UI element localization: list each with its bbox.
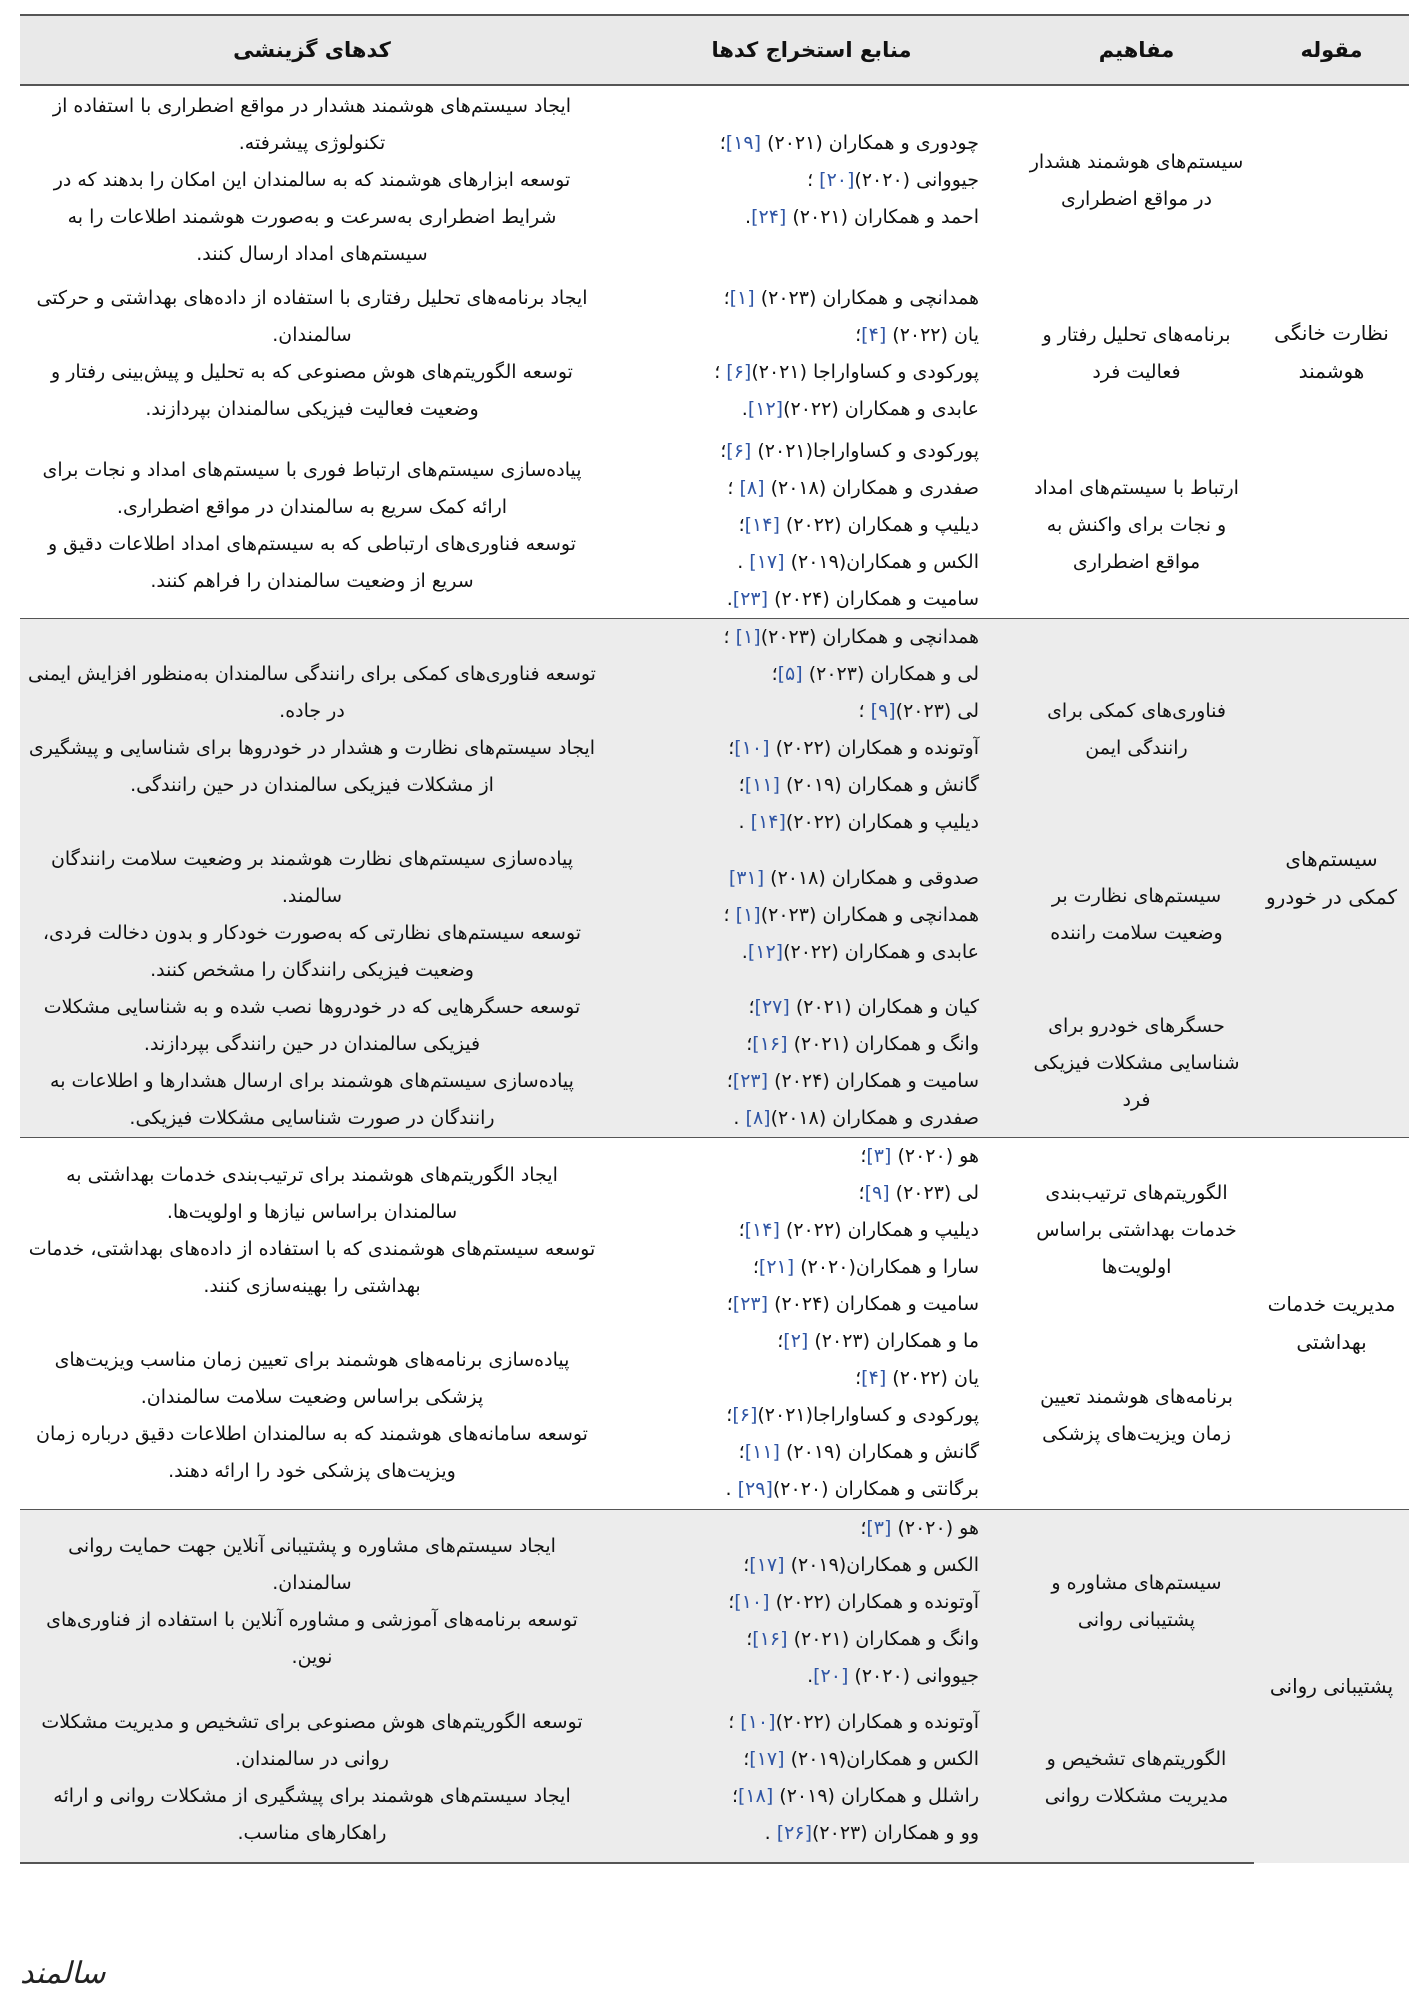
selective-code: ایجاد سیستم‌های هوشمند هشدار در مواقع اضطراری با استفاده از تکنولوژی پیشرفته.	[52, 95, 572, 154]
citation-text: صدوقی و همکاران (۲۰۱۸)	[764, 866, 979, 889]
header-codes: کدهای گزینشی	[20, 15, 604, 85]
reference-link[interactable]: [۲۰]	[813, 1664, 849, 1687]
reference-link[interactable]: [۲۴]	[751, 206, 787, 228]
reference-link[interactable]: [۳۱]	[728, 866, 765, 889]
reference-link[interactable]: [۹]	[870, 700, 896, 722]
reference-link[interactable]: [۲۰]	[819, 169, 855, 191]
citation-text: لی و همکاران (۲۰۲۳)	[802, 663, 979, 685]
source-citation	[612, 1138, 979, 1175]
source-citation	[612, 1621, 979, 1658]
citation-punctuation: ؛	[728, 1711, 741, 1733]
citation-text: وانگ و همکاران (۲۰۲۱)	[787, 1627, 979, 1650]
reference-link[interactable]: [۱۸]	[738, 1785, 774, 1807]
reference-link[interactable]: [۱۹]	[725, 132, 762, 154]
codes-cell	[20, 841, 604, 989]
reference-link[interactable]: [۴]	[861, 324, 887, 346]
table-row	[20, 433, 1409, 619]
reference-link[interactable]: [۱۴]	[744, 514, 780, 536]
codes-cell	[20, 275, 604, 433]
citation-text: عابدی و همکاران (۲۰۲۲)	[783, 398, 979, 420]
citation-punctuation: ؛	[738, 1441, 745, 1464]
citation-text: الکس و همکاران(۲۰۱۹)	[784, 551, 979, 573]
sources-cell	[604, 1323, 1019, 1509]
citation-text: دیلیپ و همکاران (۲۰۲۲)	[779, 514, 979, 536]
citation-punctuation: ؛	[860, 1516, 867, 1539]
source-citation	[612, 934, 979, 971]
source-citation	[612, 1815, 979, 1852]
reference-link[interactable]: [۲۳]	[732, 588, 769, 610]
reference-link[interactable]: [۱۷]	[749, 1748, 785, 1770]
source-citation	[612, 1778, 979, 1815]
source-citation	[612, 1434, 979, 1471]
table-row	[20, 989, 1409, 1138]
citation-text: عابدی و همکاران (۲۰۲۲)	[783, 940, 979, 963]
citation-punctuation: ؛	[855, 324, 862, 346]
reference-link[interactable]: [۱]	[735, 903, 761, 926]
source-citation	[612, 1100, 979, 1137]
citation-punctuation: ؛	[723, 903, 736, 926]
selective-code: توسعه سامانه‌های هوشمند که به سالمندان اطلاعات دقیق درباره زمان ویزیت‌های پزشکی خود را ارائه دهند.	[36, 1422, 588, 1482]
source-citation	[612, 199, 979, 236]
table-row	[20, 1695, 1409, 1863]
codes-cell	[20, 1138, 604, 1324]
reference-link[interactable]: [۸]	[739, 477, 765, 499]
citation-text: راشلل و همکاران (۲۰۱۹)	[773, 1785, 979, 1807]
source-citation	[612, 656, 979, 693]
sources-cell	[604, 1695, 1019, 1863]
citation-punctuation: ؛	[726, 1404, 733, 1427]
citation-punctuation: .	[764, 1822, 777, 1844]
reference-link[interactable]: [۱]	[735, 626, 761, 648]
selective-code: توسعه سیستم‌های نظارتی که به‌صورت خودکار و بدون دخالت فردی، وضعیت فیزیکی رانندگان را مشخص کنند.	[42, 922, 582, 981]
citation-text: همدانچی و همکاران (۲۰۲۳)	[760, 626, 979, 648]
source-citation	[612, 507, 979, 544]
codes-cell	[20, 1695, 604, 1863]
header-category: مقوله	[1254, 15, 1409, 85]
citation-punctuation: .	[807, 1664, 814, 1687]
reference-link[interactable]: [۱۱]	[744, 1441, 780, 1464]
citation-punctuation: ؛	[743, 1748, 750, 1770]
selective-code: توسعه ابزارهای هوشمند که به سالمندان این امکان را بدهند که در شرایط اضطراری به‌سرعت و به‌صورت هوشمند اطلاعات را به سیستم‌های امداد ارسال کنند.	[53, 169, 571, 265]
header-concepts: مفاهیم	[1019, 15, 1254, 85]
source-citation	[612, 280, 979, 317]
selective-code: توسعه حسگرهایی که در خودروها نصب شده و به شناسایی مشکلات فیزیکی سالمندان در حین رانندگی بپردازند.	[43, 996, 581, 1055]
citation-text: صفدری و همکاران (۲۰۱۸)	[770, 1107, 979, 1129]
sources-cell	[604, 989, 1019, 1138]
sources-cell	[604, 85, 1019, 275]
citation-text: پورکودی و کساواراجا(۲۰۲۱)	[757, 1404, 979, 1427]
citation-text: سامیت و همکاران (۲۰۲۴)	[768, 1293, 979, 1315]
citation-punctuation: ؛	[777, 1330, 784, 1353]
citation-punctuation: ؛	[746, 1033, 753, 1055]
codes-cell	[20, 433, 604, 619]
concept-cell: فناوری‌های کمکی برای رانندگی ایمن	[1019, 619, 1254, 842]
citation-text: سارا و همکاران(۲۰۲۰)	[794, 1256, 979, 1278]
citation-punctuation: ؛	[746, 1627, 753, 1650]
concept-cell: برنامه‌های هوشمند تعیین زمان ویزیت‌های پزشکی	[1019, 1323, 1254, 1509]
citation-punctuation: .	[745, 206, 752, 228]
codes-cell	[20, 85, 604, 275]
reference-link[interactable]: [۲۶]	[776, 1822, 812, 1844]
sources-cell	[604, 1509, 1019, 1695]
reference-link[interactable]: [۲]	[783, 1330, 809, 1353]
table-row	[20, 275, 1409, 433]
citation-text: دیلیپ و همکاران (۲۰۲۲)	[779, 1219, 979, 1241]
source-citation	[612, 1658, 979, 1695]
source-citation	[612, 354, 979, 391]
citation-punctuation: .	[738, 811, 751, 833]
reference-link[interactable]: [۲۳]	[732, 1070, 769, 1092]
source-citation	[612, 317, 979, 354]
sources-cell	[604, 433, 1019, 619]
concept-cell: سیستم‌های مشاوره و پشتیبانی روانی	[1019, 1509, 1254, 1695]
citation-punctuation: ؛	[731, 1785, 738, 1807]
citation-punctuation: ؛	[807, 169, 820, 191]
citation-text: لی (۲۰۲۳)	[889, 1182, 979, 1204]
selective-code: توسعه فناوری‌های کمکی برای رانندگی سالمندان به‌منظور افزایش ایمنی در جاده.	[28, 663, 596, 722]
concept-cell: الگوریتم‌های تشخیص و مدیریت مشکلات روانی	[1019, 1695, 1254, 1863]
sources-cell	[604, 619, 1019, 842]
citation-punctuation: ؛	[727, 477, 740, 499]
citation-punctuation: ؛	[728, 1590, 735, 1613]
selective-code: پیاده‌سازی برنامه‌های هوشمند برای تعیین زمان مناسب ویزیت‌های پزشکی براساس وضعیت سلامت سالمندان.	[54, 1348, 570, 1408]
table-row	[20, 1509, 1409, 1695]
journal-logo: سالمند	[20, 1956, 106, 1991]
selective-code: پیاده‌سازی سیستم‌های ارتباط فوری با سیستم‌های امداد و نجات برای ارائه کمک سریع به سالمندان در مواقع اضطراری.	[42, 458, 582, 518]
source-citation	[612, 1175, 979, 1212]
source-citation	[612, 693, 979, 730]
citation-text: کیان و همکاران (۲۰۲۱)	[789, 996, 979, 1018]
selective-code: ایجاد سیستم‌های هوشمند برای پیشگیری از مشکلات روانی و ارائه راهکارهای مناسب.	[53, 1785, 571, 1844]
category-cell: نظارت خانگی هوشمند	[1254, 85, 1409, 619]
source-citation	[612, 1510, 979, 1547]
citation-punctuation: ؛	[860, 1145, 867, 1167]
citation-punctuation: ؛	[752, 1256, 759, 1278]
citation-text: صفدری و همکاران (۲۰۱۸)	[764, 477, 979, 499]
table-header-row	[20, 15, 1409, 85]
source-citation	[612, 1212, 979, 1249]
reference-link[interactable]: [۲۱]	[758, 1256, 795, 1278]
source-citation	[612, 767, 979, 804]
source-citation	[612, 1026, 979, 1063]
citation-text: سامیت و همکاران (۲۰۲۴)	[768, 1070, 979, 1092]
citation-punctuation: .	[725, 1478, 738, 1501]
citation-punctuation: ؛	[726, 1070, 733, 1092]
citation-punctuation: ؛	[743, 1553, 750, 1576]
citation-text: وو و همکاران (۲۰۲۳)	[812, 1822, 979, 1844]
reference-link[interactable]: [۱۶]	[752, 1033, 788, 1055]
source-citation	[612, 730, 979, 767]
citation-text: آوتونده و همکاران (۲۰۲۲)	[775, 1711, 979, 1733]
selective-code: توسعه فناوری‌های ارتباطی که به سیستم‌های امداد اطلاعات دقیق و سریع از وضعیت سالمندان را فراهم کنند.	[47, 532, 577, 592]
citation-text: یان (۲۰۲۲)	[886, 1367, 979, 1390]
source-citation	[612, 1584, 979, 1621]
citation-text: هو (۲۰۲۰)	[891, 1145, 979, 1167]
codes-cell	[20, 619, 604, 842]
reference-link[interactable]: [۵]	[777, 663, 803, 685]
citation-text: گانش و همکاران (۲۰۱۹)	[779, 1441, 979, 1464]
citation-text: الکس و همکاران(۲۰۱۹)	[784, 1553, 979, 1576]
source-citation	[612, 433, 979, 470]
concept-cell: الگوریتم‌های ترتیب‌بندی خدمات بهداشتی براساس اولویت‌ها	[1019, 1138, 1254, 1324]
reference-link[interactable]: [۲۷]	[754, 996, 790, 1018]
citation-text: آوتونده و همکاران (۲۰۲۲)	[769, 737, 979, 759]
citation-text: الکس و همکاران(۲۰۱۹)	[784, 1748, 979, 1770]
source-citation	[612, 619, 979, 656]
concept-cell: حسگرهای خودرو برای شناسایی مشکلات فیزیکی فرد	[1019, 989, 1254, 1138]
category-cell: مدیریت خدمات بهداشتی	[1254, 1138, 1409, 1510]
table-row	[20, 841, 1409, 989]
citation-punctuation: .	[737, 551, 750, 573]
concept-cell: سیستم‌های هوشمند هشدار در مواقع اضطراری	[1019, 85, 1254, 275]
citation-text: هو (۲۰۲۰)	[891, 1516, 979, 1539]
selective-code: توسعه الگوریتم‌های هوش مصنوعی برای تشخیص و مدیریت مشکلات روانی در سالمندان.	[41, 1711, 583, 1770]
citation-text: ما و همکاران (۲۰۲۳)	[808, 1330, 979, 1353]
selective-code: ایجاد برنامه‌های تحلیل رفتاری با استفاده از داده‌های بهداشتی و حرکتی سالمندان.	[36, 287, 588, 346]
citation-punctuation: .	[741, 940, 748, 963]
reference-link[interactable]: [۶]	[726, 361, 752, 383]
source-citation	[612, 544, 979, 581]
source-citation	[612, 1547, 979, 1584]
selective-code: توسعه برنامه‌های آموزشی و مشاوره آنلاین با استفاده از فناوری‌های نوین.	[46, 1609, 578, 1668]
reference-link[interactable]: [۴]	[861, 1367, 887, 1390]
source-citation	[612, 1704, 979, 1741]
selective-code: توسعه سیستم‌های هوشمندی که با استفاده از داده‌های بهداشتی، خدمات بهداشتی را بهینه‌سازی کنند.	[28, 1237, 596, 1297]
citation-punctuation: .	[726, 588, 733, 610]
source-citation	[612, 1741, 979, 1778]
citation-punctuation: ؛	[738, 774, 745, 796]
source-citation	[612, 470, 979, 507]
reference-link[interactable]: [۱۰]	[740, 1711, 776, 1733]
sources-cell	[604, 1138, 1019, 1324]
source-citation	[612, 1249, 979, 1286]
citation-text: آوتونده و همکاران (۲۰۲۲)	[769, 1590, 979, 1613]
reference-link[interactable]: [۳]	[866, 1516, 892, 1539]
codes-cell	[20, 1509, 604, 1695]
category-cell: پشتیبانی روانی	[1254, 1509, 1409, 1863]
reference-link[interactable]: [۱۷]	[749, 551, 785, 573]
citation-punctuation: ؛	[858, 1182, 865, 1204]
reference-link[interactable]: [۶]	[726, 440, 752, 462]
selective-code: ایجاد سیستم‌های نظارت و هشدار در خودروها برای شناسایی و پیشگیری از مشکلات فیزیکی سالمندان در حین رانندگی.	[28, 737, 596, 796]
reference-link[interactable]: [۱۲]	[747, 940, 784, 963]
reference-link[interactable]: [۱۶]	[752, 1627, 788, 1650]
sources-cell	[604, 275, 1019, 433]
citation-punctuation: ؛	[723, 287, 730, 309]
citation-text: دیلیپ و همکاران (۲۰۲۲)	[785, 811, 979, 833]
reference-link[interactable]: [۲۹]	[737, 1478, 773, 1501]
citation-text: پورکودی و کساواراجا(۲۰۲۱)	[751, 440, 979, 462]
source-citation	[612, 391, 979, 428]
header-sources: منابع استخراج کدها	[604, 15, 1019, 85]
reference-link[interactable]: [۱۰]	[734, 737, 770, 759]
source-citation	[612, 804, 979, 841]
selective-code: ایجاد سیستم‌های مشاوره و پشتیبانی آنلاین جهت حمایت روانی سالمندان.	[68, 1535, 556, 1594]
citation-text: جیووانی (۲۰۲۰)	[854, 169, 979, 191]
citation-punctuation: ؛	[748, 996, 755, 1018]
citation-punctuation: ؛	[771, 663, 778, 685]
citation-punctuation: .	[741, 398, 748, 420]
reference-link[interactable]: [۳]	[866, 1145, 892, 1167]
citation-punctuation: .	[733, 1107, 746, 1129]
codes-cell	[20, 1323, 604, 1509]
category-cell: سیستم‌های کمکی در خودرو	[1254, 619, 1409, 1138]
citation-punctuation: ؛	[714, 361, 727, 383]
citation-punctuation: ؛	[855, 1367, 862, 1390]
citation-text: وانگ و همکاران (۲۰۲۱)	[787, 1033, 979, 1055]
source-citation	[612, 581, 979, 618]
reference-link[interactable]: [۱۷]	[749, 1553, 785, 1576]
citation-text: همدانچی و همکاران (۲۰۲۳)	[754, 287, 979, 309]
findings-table-container	[20, 14, 1409, 1864]
citation-punctuation: ؛	[738, 1219, 745, 1241]
source-citation	[612, 1063, 979, 1100]
reference-link[interactable]: [۱۱]	[744, 774, 780, 796]
source-citation	[612, 1323, 979, 1360]
concept-cell: برنامه‌های تحلیل رفتار و فعالیت فرد	[1019, 275, 1254, 433]
reference-link[interactable]: [۶]	[732, 1404, 758, 1427]
reference-link[interactable]: [۸]	[745, 1107, 771, 1129]
citation-punctuation: ؛	[738, 514, 745, 536]
source-citation	[612, 1286, 979, 1323]
source-citation	[612, 1397, 979, 1434]
source-citation	[612, 125, 979, 162]
sources-cell	[604, 841, 1019, 989]
reference-link[interactable]: [۱]	[729, 287, 755, 309]
concept-cell: ارتباط با سیستم‌های امداد و نجات برای واکنش به مواقع اضطراری	[1019, 433, 1254, 619]
citation-text: پورکودی و کساواراجا (۲۰۲۱)	[751, 361, 979, 383]
source-citation	[612, 1360, 979, 1397]
table-row	[20, 1323, 1409, 1509]
reference-link[interactable]: [۱۴]	[744, 1219, 780, 1241]
source-citation	[612, 989, 979, 1026]
reference-link[interactable]: [۱۰]	[734, 1590, 770, 1613]
citation-punctuation: ؛	[723, 626, 736, 648]
source-citation	[612, 897, 979, 934]
source-citation	[612, 1471, 979, 1508]
citation-text: احمد و همکاران (۲۰۲۱)	[786, 206, 979, 228]
citation-punctuation: ؛	[858, 700, 871, 722]
citation-text: جیووانی (۲۰۲۰)	[848, 1664, 979, 1687]
selective-code: توسعه الگوریتم‌های هوش مصنوعی که به تحلیل و پیش‌بینی رفتار و وضعیت فعالیت فیزیکی سالمندان بپردازند.	[51, 361, 573, 420]
selective-code: ایجاد الگوریتم‌های هوشمند برای ترتیب‌بندی خدمات بهداشتی به سالمندان براساس نیازها و اولویت‌ها.	[66, 1163, 558, 1223]
citation-punctuation: ؛	[726, 1293, 733, 1315]
selective-code: پیاده‌سازی سیستم‌های نظارت هوشمند بر وضعیت سلامت رانندگان سالمند.	[50, 848, 574, 907]
citation-punctuation: ؛	[719, 132, 726, 154]
reference-link[interactable]: [۹]	[864, 1182, 890, 1204]
reference-link[interactable]: [۱۲]	[747, 398, 784, 420]
selective-code: پیاده‌سازی سیستم‌های هوشمند برای ارسال هشدارها و اطلاعات به رانندگان در صورت شناسایی مشکلات فیزیکی.	[50, 1070, 574, 1129]
citation-text: لی (۲۰۲۳)	[895, 700, 979, 722]
citation-punctuation: ؛	[720, 440, 727, 462]
reference-link[interactable]: [۲۳]	[732, 1293, 769, 1315]
concept-cell: سیستم‌های نظارت بر وضعیت سلامت راننده	[1019, 841, 1254, 989]
citation-text: گانش و همکاران (۲۰۱۹)	[779, 774, 979, 796]
citation-text: چودوری و همکاران (۲۰۲۱)	[761, 132, 979, 154]
reference-link[interactable]: [۱۴]	[750, 811, 786, 833]
citation-text: سامیت و همکاران (۲۰۲۴)	[768, 588, 979, 610]
citation-text: یان (۲۰۲۲)	[886, 324, 979, 346]
source-citation	[612, 162, 979, 199]
table-body	[20, 85, 1409, 1863]
citation-text: همدانچی و همکاران (۲۰۲۳)	[760, 903, 979, 926]
table-row	[20, 619, 1409, 842]
citation-text: برگانتی و همکاران (۲۰۲۰)	[772, 1478, 979, 1501]
source-citation	[612, 860, 979, 897]
table-row	[20, 85, 1409, 275]
codes-cell	[20, 989, 604, 1138]
findings-table	[20, 14, 1409, 1864]
citation-punctuation: ؛	[728, 737, 735, 759]
table-row	[20, 1138, 1409, 1324]
